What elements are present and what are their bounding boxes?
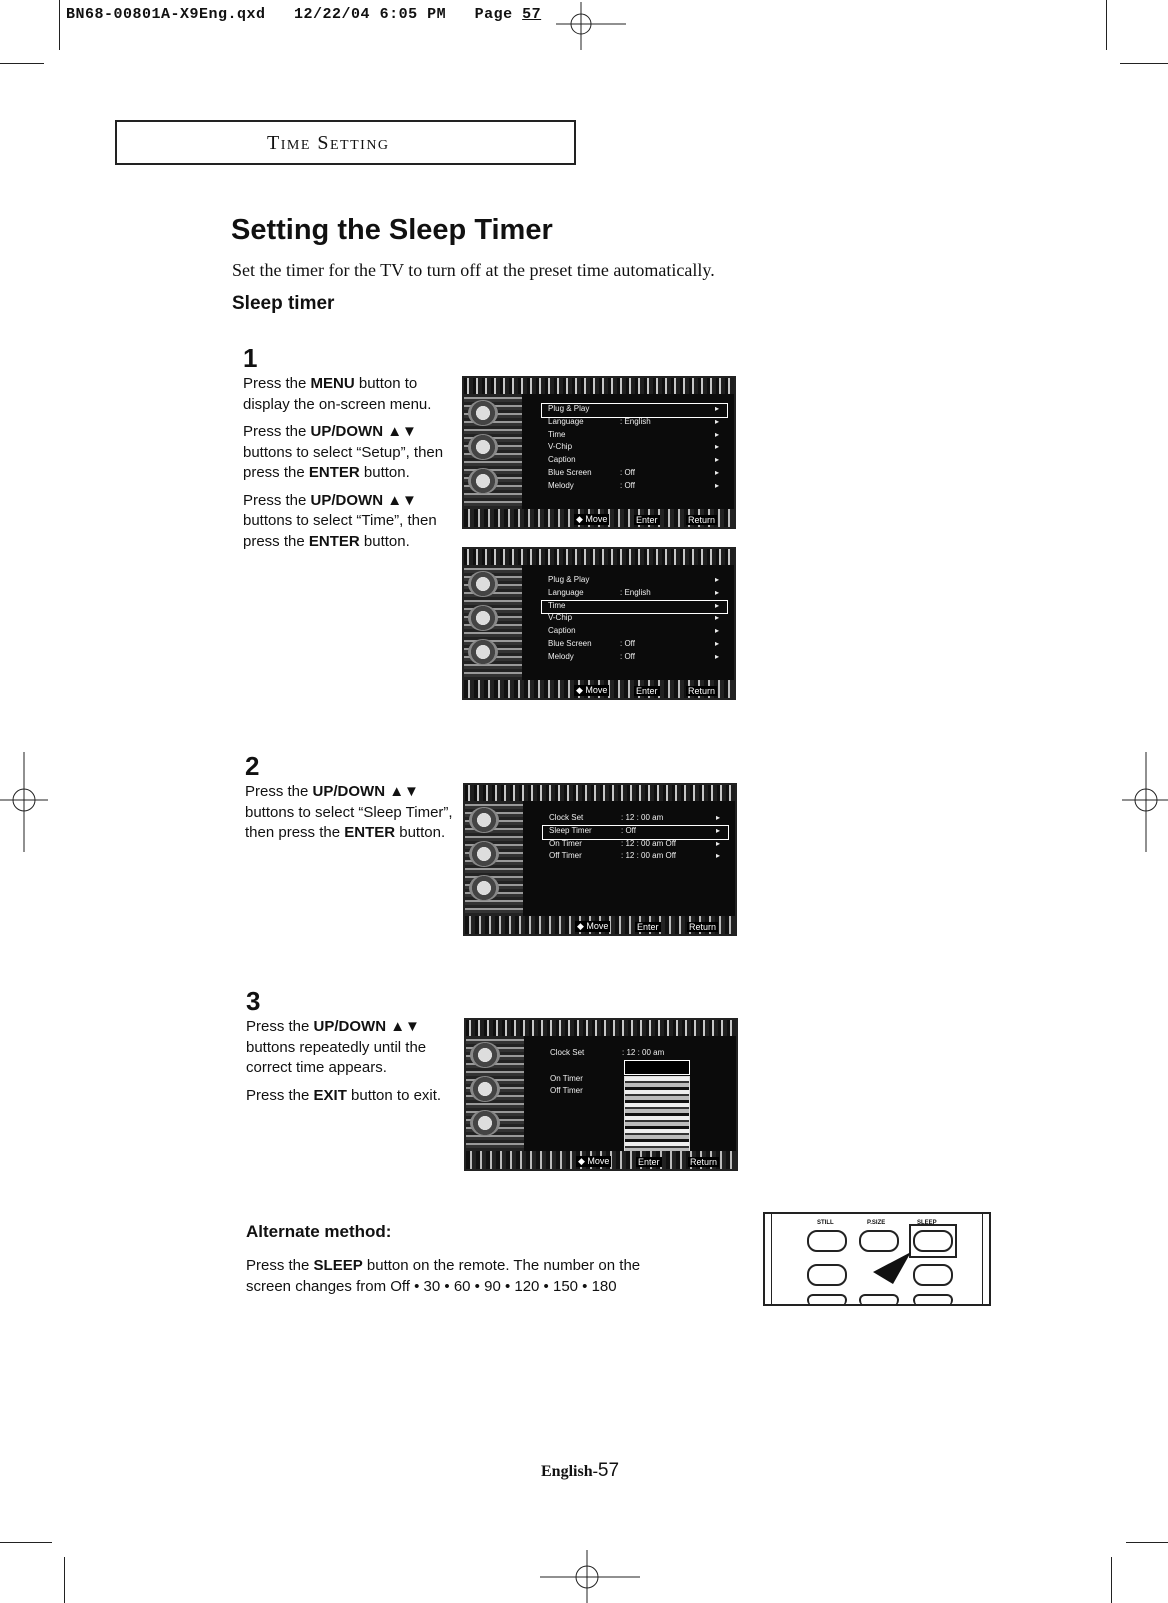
step-1-text bbox=[243, 374, 453, 559]
menu-row-label: Blue Screen bbox=[548, 467, 592, 477]
instruction-bold: ENTER bbox=[308, 532, 360, 550]
menu-row-value: : Off bbox=[620, 651, 635, 661]
menu-row bbox=[542, 575, 727, 588]
move-hint: ◆ Move bbox=[578, 1156, 610, 1166]
print-time: 6:05 PM bbox=[379, 6, 447, 23]
menu-row-label: On Timer bbox=[549, 838, 582, 848]
screen-bottom-bar bbox=[464, 680, 734, 698]
arrow-right-icon: ▸ bbox=[714, 442, 719, 452]
crop-mark bbox=[1120, 63, 1168, 64]
remote-button bbox=[913, 1294, 953, 1306]
screen-bottom-bar bbox=[466, 1151, 736, 1169]
arrow-right-icon: ▸ bbox=[715, 825, 720, 835]
menu-row-label: Off Timer bbox=[549, 851, 582, 861]
menu-row-label: Sleep Timer bbox=[549, 825, 592, 835]
sleep-label: SLEEP bbox=[917, 1220, 937, 1226]
print-date: 12/22/04 bbox=[294, 6, 371, 23]
input-icon bbox=[468, 571, 498, 597]
menu-row bbox=[542, 481, 727, 494]
arrow-right-icon: ▸ bbox=[714, 600, 719, 610]
menu-row-value: : 12 : 00 am Off bbox=[621, 838, 676, 848]
menu-row bbox=[542, 626, 727, 639]
menu-row bbox=[542, 404, 727, 417]
menu-row bbox=[543, 851, 728, 864]
screen-bottom-bar bbox=[465, 916, 735, 934]
tv-screen-setup bbox=[462, 376, 736, 529]
enter-hint: Enter bbox=[637, 922, 659, 932]
crop-mark bbox=[59, 0, 60, 50]
arrow-right-icon: ▸ bbox=[714, 467, 719, 477]
menu-row bbox=[544, 1048, 729, 1061]
input-icon bbox=[468, 400, 498, 426]
menu-row-label: V-Chip bbox=[548, 613, 573, 623]
remote-illustration bbox=[763, 1212, 991, 1306]
menu-row bbox=[542, 601, 727, 614]
arrow-right-icon: ▸ bbox=[714, 613, 719, 623]
menu-row-value: : Off bbox=[620, 467, 635, 477]
return-hint: Return bbox=[688, 686, 716, 696]
step-number: 2 bbox=[245, 751, 260, 781]
screen-bottom-bar bbox=[464, 509, 734, 527]
menu-row-label: Time bbox=[548, 429, 566, 439]
alternate-heading: Alternate method: bbox=[246, 1222, 392, 1241]
screen-side-menu bbox=[465, 801, 523, 916]
remote-button bbox=[859, 1294, 899, 1306]
menu-row bbox=[542, 430, 727, 443]
screen-top-bar bbox=[464, 378, 734, 394]
instruction-bold: UP/DOWN ▲▼ bbox=[310, 423, 417, 440]
instruction-bold: UP/DOWN ▲▼ bbox=[313, 1018, 420, 1035]
menu-row bbox=[542, 455, 727, 468]
screen-top-bar bbox=[464, 549, 734, 565]
screen-top-bar bbox=[466, 1020, 736, 1036]
menu-row-value: : Off bbox=[620, 638, 635, 648]
instruction-paragraph: Press the UP/DOWN ▲▼ buttons to select “Setup”, then press the ENTER button. bbox=[243, 423, 444, 481]
step-2-text bbox=[245, 782, 455, 851]
menu-row-label: Caption bbox=[548, 626, 576, 636]
crop-mark bbox=[1106, 0, 1107, 50]
instruction-paragraph: Press the UP/DOWN ▲▼ buttons to select “Sleep Timer”, then press the ENTER button. bbox=[245, 783, 453, 841]
setup-menu bbox=[542, 575, 727, 665]
menu-row-label: V-Chip bbox=[548, 442, 573, 452]
picture-icon bbox=[470, 1076, 500, 1102]
page-label: Page bbox=[474, 6, 513, 23]
step-3-text bbox=[246, 1017, 456, 1113]
menu-row bbox=[543, 826, 728, 839]
menu-row bbox=[542, 613, 727, 626]
enter-hint: Enter bbox=[638, 1157, 660, 1167]
page-number: 57 bbox=[522, 6, 542, 23]
input-icon bbox=[469, 807, 499, 833]
still-label: STILL bbox=[817, 1220, 834, 1226]
instruction-bold: EXIT bbox=[313, 1086, 347, 1104]
menu-row-label: Clock Set bbox=[550, 1048, 585, 1057]
menu-row-label: Clock Set bbox=[549, 813, 584, 822]
menu-row bbox=[542, 442, 727, 455]
picture-icon bbox=[468, 605, 498, 631]
arrow-right-icon: ▸ bbox=[714, 416, 719, 426]
sleep-button-highlight bbox=[909, 1224, 957, 1258]
sound-icon bbox=[468, 639, 498, 665]
crop-mark bbox=[1126, 1542, 1168, 1543]
menu-row-label: Language bbox=[548, 416, 584, 426]
screen-side-menu bbox=[464, 565, 522, 680]
crop-mark bbox=[0, 1542, 52, 1543]
menu-row-value: : 12 : 00 am bbox=[622, 1048, 665, 1057]
instruction-paragraph: Press the EXIT button to exit. bbox=[246, 1086, 442, 1104]
print-header bbox=[66, 6, 541, 23]
arrow-right-icon: ▸ bbox=[714, 575, 719, 584]
menu-row-value: : 12 : 00 am bbox=[621, 813, 664, 822]
menu-row-label: Blue Screen bbox=[548, 638, 592, 648]
tv-screen-time-select bbox=[462, 547, 736, 700]
menu-row-label: On Timer bbox=[550, 1073, 583, 1083]
tv-screen-sleep-list bbox=[464, 1018, 738, 1171]
still-button bbox=[807, 1230, 847, 1252]
remote-edge bbox=[982, 1214, 983, 1304]
screen-side-menu bbox=[466, 1036, 524, 1151]
instruction-bold: UP/DOWN ▲▼ bbox=[310, 491, 417, 509]
page-footer bbox=[541, 1460, 619, 1482]
picture-icon bbox=[468, 434, 498, 460]
sound-icon bbox=[470, 1110, 500, 1136]
time-menu bbox=[543, 813, 728, 864]
arrow-right-icon: ▸ bbox=[714, 587, 719, 597]
arrow-right-icon: ▸ bbox=[714, 480, 719, 490]
menu-row-value: : 12 : 00 am Off bbox=[621, 851, 676, 861]
sleep-selected-box bbox=[624, 1060, 690, 1075]
sound-icon bbox=[468, 468, 498, 494]
screen-side-menu bbox=[464, 394, 522, 509]
instruction-paragraph: Press the UP/DOWN ▲▼ buttons to select “Time”, then press the ENTER button. bbox=[243, 491, 437, 550]
menu-row-label: Plug & Play bbox=[548, 575, 590, 584]
footer-language: English- bbox=[541, 1463, 598, 1480]
pointing-arrow-icon bbox=[865, 1250, 913, 1290]
input-icon bbox=[470, 1042, 500, 1068]
picture-icon bbox=[469, 841, 499, 867]
arrow-right-icon: ▸ bbox=[714, 404, 719, 413]
crop-mark bbox=[64, 1557, 65, 1603]
menu-row-label: Off Timer bbox=[550, 1086, 583, 1096]
crop-mark bbox=[0, 63, 44, 64]
arrow-right-icon: ▸ bbox=[715, 813, 720, 822]
menu-row-value: : English bbox=[620, 416, 651, 426]
menu-row-value: : Off bbox=[620, 480, 635, 490]
move-hint: ◆ Move bbox=[576, 514, 608, 524]
menu-row bbox=[542, 417, 727, 430]
registration-mark-icon bbox=[1122, 752, 1168, 852]
menu-row bbox=[542, 639, 727, 652]
arrow-right-icon: ▸ bbox=[714, 638, 719, 648]
arrow-right-icon: ▸ bbox=[715, 851, 720, 861]
menu-row-label: Plug & Play bbox=[548, 404, 590, 413]
footer-page-number: 57 bbox=[597, 1460, 620, 1481]
intro-text: Set the timer for the TV to turn off at the preset time automatically. bbox=[232, 260, 715, 280]
menu-row-label: Language bbox=[548, 587, 584, 597]
remote-edge bbox=[771, 1214, 772, 1304]
menu-row-label: Melody bbox=[548, 651, 574, 661]
return-hint: Return bbox=[690, 1157, 718, 1167]
enter-hint: Enter bbox=[636, 515, 658, 525]
sleep-options-list bbox=[624, 1076, 690, 1156]
tv-screen-time-menu bbox=[463, 783, 737, 936]
arrow-right-icon: ▸ bbox=[714, 429, 719, 439]
registration-mark-icon bbox=[540, 1550, 640, 1603]
alternate-bold: SLEEP bbox=[313, 1257, 363, 1274]
step-number: 1 bbox=[243, 343, 258, 373]
sound-icon bbox=[469, 875, 499, 901]
move-hint: ◆ Move bbox=[576, 685, 608, 695]
menu-row-label: Melody bbox=[548, 480, 574, 490]
instruction-bold: ENTER bbox=[308, 464, 360, 481]
subheading: Sleep timer bbox=[232, 293, 335, 314]
arrow-right-icon: ▸ bbox=[714, 455, 719, 465]
registration-mark-icon bbox=[0, 752, 50, 852]
remote-button bbox=[807, 1294, 847, 1306]
instruction-bold: ENTER bbox=[344, 824, 396, 841]
psize-label: P.SIZE bbox=[867, 1220, 886, 1226]
menu-row-value: : Off bbox=[621, 825, 636, 835]
registration-mark-icon bbox=[556, 0, 626, 52]
setup-menu bbox=[542, 404, 727, 494]
enter-hint: Enter bbox=[636, 686, 658, 696]
screen-top-bar bbox=[465, 785, 735, 801]
instruction-paragraph: Press the MENU button to display the on-screen menu. bbox=[243, 375, 432, 413]
section-header-box bbox=[115, 120, 576, 165]
remote-button bbox=[807, 1264, 847, 1286]
menu-row-value: : English bbox=[620, 587, 651, 597]
menu-row bbox=[542, 652, 727, 665]
step-number: 3 bbox=[246, 986, 261, 1016]
arrow-right-icon: ▸ bbox=[715, 838, 720, 848]
menu-row-label: Caption bbox=[548, 455, 576, 465]
file-name: BN68-00801A-X9Eng.qxd bbox=[66, 6, 266, 23]
menu-row bbox=[542, 468, 727, 481]
move-hint: ◆ Move bbox=[577, 921, 609, 931]
section-title: Time Setting bbox=[267, 132, 390, 154]
arrow-right-icon: ▸ bbox=[714, 626, 719, 636]
menu-row-label: Time bbox=[548, 600, 566, 610]
page-title: Setting the Sleep Timer bbox=[231, 214, 553, 246]
return-hint: Return bbox=[689, 922, 717, 932]
arrow-right-icon: ▸ bbox=[714, 651, 719, 661]
instruction-bold: UP/DOWN ▲▼ bbox=[312, 783, 419, 800]
instruction-paragraph: Press the UP/DOWN ▲▼ buttons repeatedly until the correct time appears. bbox=[246, 1018, 427, 1076]
psize-button bbox=[859, 1230, 899, 1252]
crop-mark bbox=[1111, 1557, 1112, 1603]
menu-row bbox=[543, 813, 728, 826]
instruction-bold: MENU bbox=[310, 375, 355, 392]
remote-button bbox=[913, 1264, 953, 1286]
alternate-text: Press the SLEEP button on the remote. The number on the screen changes from Off • 30 • 60 • 90 • 120 • 150 • 180 bbox=[246, 1257, 641, 1295]
menu-row bbox=[542, 588, 727, 601]
menu-row bbox=[543, 839, 728, 852]
return-hint: Return bbox=[688, 515, 716, 525]
